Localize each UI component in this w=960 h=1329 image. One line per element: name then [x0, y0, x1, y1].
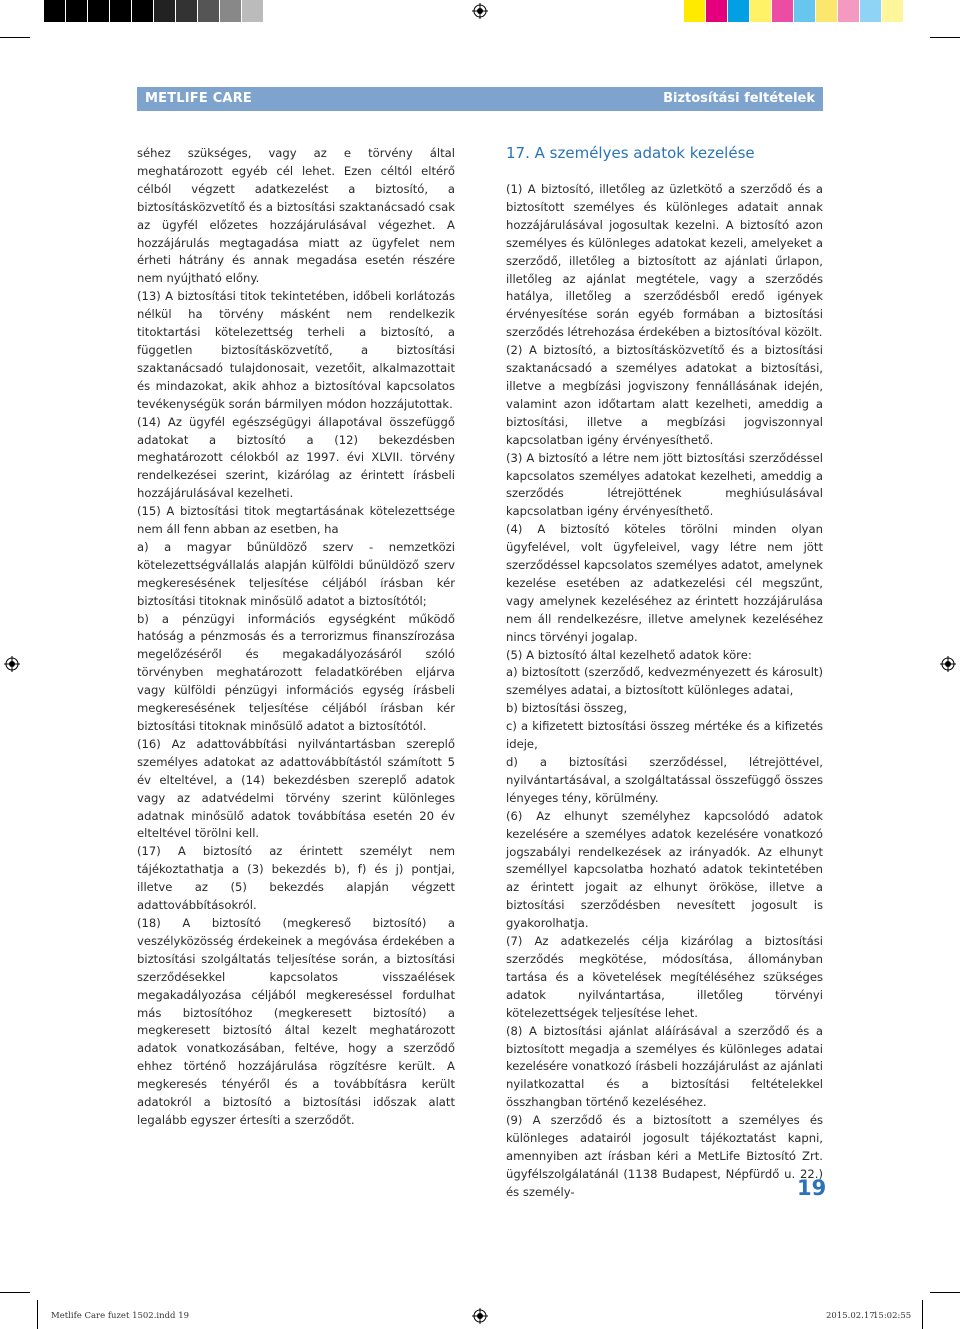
- paragraph: (15) A biztosítási titok megtartásának kötelezettsége nem áll fenn abban az esetben, ha: [137, 504, 455, 537]
- paragraph: (13) A biztosítási titok tekintetében, időbeli korlátozás nélkül ha törvény másként nem rendelkezik titoktartási kötelezettség terheli a biztosító, a független biztosításközvetítő, a biztosítási szaktanácsadó tulajdonosait, vezetőit, alkalmazottait és mindazokat, akik ahhoz a biztosítóval kapcsolatos tevékenységük során bármilyen módon hozzájutottak.: [137, 289, 455, 411]
- paragraph: (1) A biztosító, illetőleg az üzletkötő a szerződő és a biztosított személyes és különleges adatait annak hozzájárulásával jogosultak kezelni. A biztosító azon személyes és különleges adatokat kezeli, amelyeket a szerződő, illetőleg a biztosított az ajánlati űrlapon, illetőleg az ajánlat megtétele, vagy a szerződés hatálya, illetőleg a szerződésből eredő igények érvényesítése során egyéb formában a biztosítási szerződés létrehozása érdekében a biztosítóval közölt.: [506, 182, 823, 340]
- header-brand: METLIFE CARE: [145, 91, 252, 106]
- section-heading: A személyes adatok kezelése: [534, 144, 755, 162]
- footer-date: 2015.02.17.: [826, 1311, 878, 1321]
- header-band: [137, 87, 823, 111]
- right-column: [506, 181, 823, 1202]
- registration-mark-icon: [472, 1308, 488, 1324]
- paragraph: séhez szükséges, vagy az e törvény által meghatározott egyéb cél lehet. Ezen céltól eltérő célból végzett adatkezelést a biztosító, a biztosításközvetítő és a biztosítási szaktanácsadó csak az ügyfél előzetes hozzájárulásával végezhet. A hozzájárulás megtagadása miatt az ügyfelet nem érheti hátrány és annak megadása esetén részére nem nyújtható előny.: [137, 146, 455, 286]
- paragraph: d) a biztosítási szerződéssel, létrejöttével, nyilvántartásával, a szolgáltatással összefüggő összes lényeges tény, körülmény.: [506, 755, 823, 805]
- paragraph: c) a kifizetett biztosítási összeg mértéke és a kifizetés ideje,: [506, 719, 823, 752]
- footer-filename: Metlife Care fuzet 1502.indd 19: [51, 1311, 190, 1321]
- paragraph: (6) Az elhunyt személyhez kapcsolódó adatok kezelésére a személyes adatok kezelésére vonatkozó jogszabályi rendelkezések az irányadók. Az elhunyt személlyel kapcsolatba hozható adatok tekintetében az érintett jogait az elhunyt örököse, illetve a biztosítási szerződésben nevesített jogosult is gyakorolhatja.: [506, 808, 823, 931]
- header-doc-title: Biztosítási feltételek: [663, 91, 815, 106]
- registration-mark-icon: [472, 3, 488, 19]
- paragraph: a) a magyar bűnüldöző szerv - nemzetközi kötelezettségvállalás alapján külföldi bűnüldöző szerv megkeresésének teljesítése céljából írásban kér biztosítási titoknak minősülő adatot a biztosítótól;: [137, 539, 455, 608]
- paragraph: b) biztosítási összeg,: [506, 701, 628, 716]
- left-column: [137, 145, 455, 1130]
- paragraph: b) a pénzügyi információs egységként működő hatóság a pénzmosás és a terrorizmus finanszírozása megelőzéséről és megakadályozásáról szóló törvényben meghatározott feladatkörében eljárva vagy külföldi pénzügyi információs egység írásbeli megkeresésének teljesítése céljából írásban kér biztosítási titoknak minősülő adatot a biztosítótól.: [137, 611, 455, 733]
- section-number: 17.: [506, 144, 530, 162]
- registration-mark-icon: [940, 656, 956, 672]
- paragraph: (17) A biztosító az érintett személyt nem tájékoztathatja a (3) bekezdés b), f) és j) pontjai, illetve az (5) bekezdés alapján végzett adattovábbításokról.: [137, 844, 455, 913]
- paragraph: (2) A biztosító, a biztosításközvetítő és a biztosítási szaktanácsadó a személyes adatokat a biztosítási, illetve a megbízási jogviszony fennállásának idején, valamint azon időtartam alatt kezelheti, ameddig a biztosítási, illetve a megbízási jogviszonnyal kapcsolatban igény érvényesíthető.: [506, 343, 823, 447]
- paragraph: (8) A biztosítási ajánlat aláírásával a szerződő és a biztosított megadja a személyes és különleges adatai kezelésére vonatkozó írásbeli hozzájárulást az ajánlati nyilatkozattal és a biztosítási feltételekkel összhangban történő kezeléséhez.: [506, 1023, 823, 1110]
- paragraph: a) biztosított (szerződő, kedvezményezett és károsult) személyes adatai, a biztosított különleges adatai,: [506, 665, 823, 698]
- paragraph: (9) A szerződő és a biztosított a személyes és különleges adatairól jogosult tájékoztatást kapni, amennyiben azt írásban kéri a MetLife Biztosító Zrt. ügyfélszolgálatánál (1138 Budapest, Népfürdő u. 22.) és személy-: [506, 1113, 823, 1199]
- section-title: [506, 144, 755, 162]
- page-number: 19: [797, 1176, 827, 1200]
- paragraph: (5) A biztosító által kezelhető adatok köre:: [506, 647, 752, 662]
- paragraph: (14) Az ügyfél egészségügyi állapotával összefüggő adatokat a biztosító a (12) bekezdésben meghatározott célokból az 1997. évi XLVII. törvény rendelkezései szerint, kizárólag az érintett írásbeli hozzájárulásával kezelheti.: [137, 414, 455, 501]
- registration-mark-icon: [4, 656, 20, 672]
- paragraph: (7) Az adatkezelés célja kizárólag a biztosítási szerződés megkötése, módosítása, állományban tartása és a követelések megítéléséhez szükséges adatok nyilvántartása, illetőleg törvényi kötelezettségek teljesítése lehet.: [506, 934, 823, 1020]
- paragraph: (3) A biztosító a létre nem jött biztosítási szerződéssel kapcsolatos személyes adatokat kezelheti, ameddig a szerződés létrejöttének meghiúsulásával kapcsolatban igény érvényesíthető.: [506, 450, 823, 519]
- paragraph: (18) A biztosító (megkereső biztosító) a veszélyközösség érdekeinek a megóvása érdekében a biztosítási szolgáltatás teljesítése során, a biztosítási szerződésekkel kapcsolatos visszaélések megakadályozása céljából megkereséssel fordulhat más biztosítóhoz (megkeresett biztosító) a megkeresett biztosító által kezelt meghatározott adatok vonatkozásában, feltéve, hogy a szerződő ehhez történő hozzájárulása rögzítésre került. A megkeresés tényéről és a továbbításra került adatokról a biztosító a biztosítási időszak alatt legalább egyszer értesíti a szerződőt.: [137, 915, 455, 1127]
- paragraph: (16) Az adattovábbítási nyilvántartásban szereplő személyes adatokat az adattovábbítástól számított 5 év elteltével, a (14) bekezdésben szereplő adatok vagy az adatvédelmi törvény szerint különleges adatnak minősülő adatok továbbítása esetén 20 év elteltével törölni kell.: [137, 736, 455, 841]
- paragraph: (4) A biztosító köteles törölni minden olyan ügyfelével, volt ügyfeleivel, vagy létre nem jött szerződéssel kapcsolatos személyes adatot, amelynek kezelése esetében az adatkezelési cél megszűnt, vagy amelynek kezeléséhez az érintett hozzájárulása nem áll rendelkezésre, illetve amelynek kezeléséhez nincs törvényi jogalap.: [506, 522, 823, 644]
- footer-time: 15:02:55: [873, 1311, 912, 1321]
